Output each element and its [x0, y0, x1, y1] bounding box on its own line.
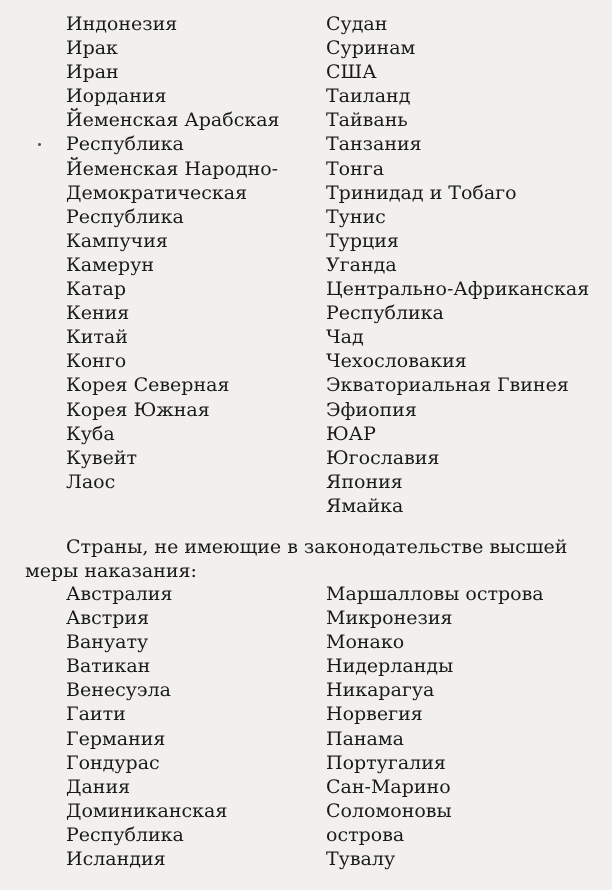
country-item: США — [326, 61, 377, 84]
country-item: Австрия — [66, 607, 150, 630]
country-item: Югославия — [326, 446, 440, 469]
country-item: Эфиопия — [326, 398, 417, 421]
country-item: Корея Южная — [66, 398, 210, 421]
country-item: Сан-Марино — [326, 775, 451, 798]
country-item: Маршалловы острова — [326, 583, 544, 605]
country-item: Лаос — [66, 470, 116, 493]
country-item: ЮАР — [326, 422, 376, 445]
country-item: Португалия — [326, 751, 446, 774]
country-item: Республика — [66, 205, 184, 228]
country-item: Ватикан — [66, 655, 151, 678]
country-item: Суринам — [326, 37, 416, 60]
country-item: Турция — [326, 229, 399, 252]
country-item: Демократическая — [66, 181, 248, 204]
country-item: Судан — [326, 13, 388, 35]
country-item: Тайвань — [326, 109, 408, 132]
country-item: Венесуэла — [66, 679, 171, 702]
country-item: Нидерланды — [326, 655, 454, 678]
country-item: Республика — [66, 823, 184, 846]
country-item: Чад — [326, 326, 364, 349]
country-item: Камерун — [66, 253, 155, 276]
country-item: Таиланд — [326, 85, 411, 108]
country-item: Тонга — [326, 157, 385, 180]
country-item: Гаити — [66, 703, 126, 726]
country-item: Иран — [66, 61, 119, 84]
section-intro-paragraph — [25, 535, 605, 583]
country-item: Тунис — [326, 205, 386, 228]
country-item: острова — [326, 823, 405, 846]
country-item: Танзания — [326, 133, 422, 156]
country-item: Уганда — [326, 253, 397, 276]
country-item: Норвегия — [326, 703, 423, 726]
country-item: Доминиканская — [66, 799, 228, 822]
country-item: Йеменская Народно- — [66, 157, 279, 180]
country-item: Гондурас — [66, 751, 160, 774]
country-item: Чехословакия — [326, 350, 467, 373]
print-speck — [38, 143, 41, 146]
country-item: Австралия — [66, 583, 173, 605]
country-item: Республика — [326, 302, 444, 325]
country-item: Вануату — [66, 631, 149, 654]
country-item: Германия — [66, 727, 166, 750]
country-item: Центрально-Африканская — [326, 278, 590, 301]
intro-line-2: меры наказания: — [25, 560, 197, 582]
country-item: Куба — [66, 422, 115, 445]
left-column — [66, 12, 280, 494]
country-item: Исландия — [66, 848, 166, 871]
intro-line-1: Страны, не имеющие в законодательстве высшей — [66, 536, 568, 558]
country-item: Микронезия — [326, 607, 453, 630]
country-item: Конго — [66, 350, 127, 373]
country-item: Ямайка — [326, 494, 404, 517]
country-item: Дания — [66, 775, 131, 798]
country-item: Япония — [326, 470, 403, 493]
country-item: Экваториальная Гвинея — [326, 374, 569, 397]
country-item: Тувалу — [326, 848, 396, 871]
country-item: Ирак — [66, 37, 118, 60]
country-item: Иордания — [66, 85, 167, 108]
country-item: Китай — [66, 326, 128, 349]
country-item: Никарагуа — [326, 679, 435, 702]
country-item: Индонезия — [66, 13, 178, 35]
country-item: Кампучия — [66, 229, 168, 252]
country-item: Катар — [66, 278, 127, 301]
country-item: Панама — [326, 727, 404, 750]
country-item: Соломоновы — [326, 799, 452, 822]
country-item: Республика — [66, 133, 184, 156]
country-item: Кувейт — [66, 446, 137, 469]
country-item: Тринидад и Тобаго — [326, 181, 517, 204]
country-item: Йеменская Арабская — [66, 109, 280, 132]
country-item: Монако — [326, 631, 405, 654]
right-column — [326, 12, 589, 518]
country-item: Корея Северная — [66, 374, 230, 397]
right-column — [326, 582, 544, 871]
country-item: Кения — [66, 302, 130, 325]
left-column — [66, 582, 227, 871]
